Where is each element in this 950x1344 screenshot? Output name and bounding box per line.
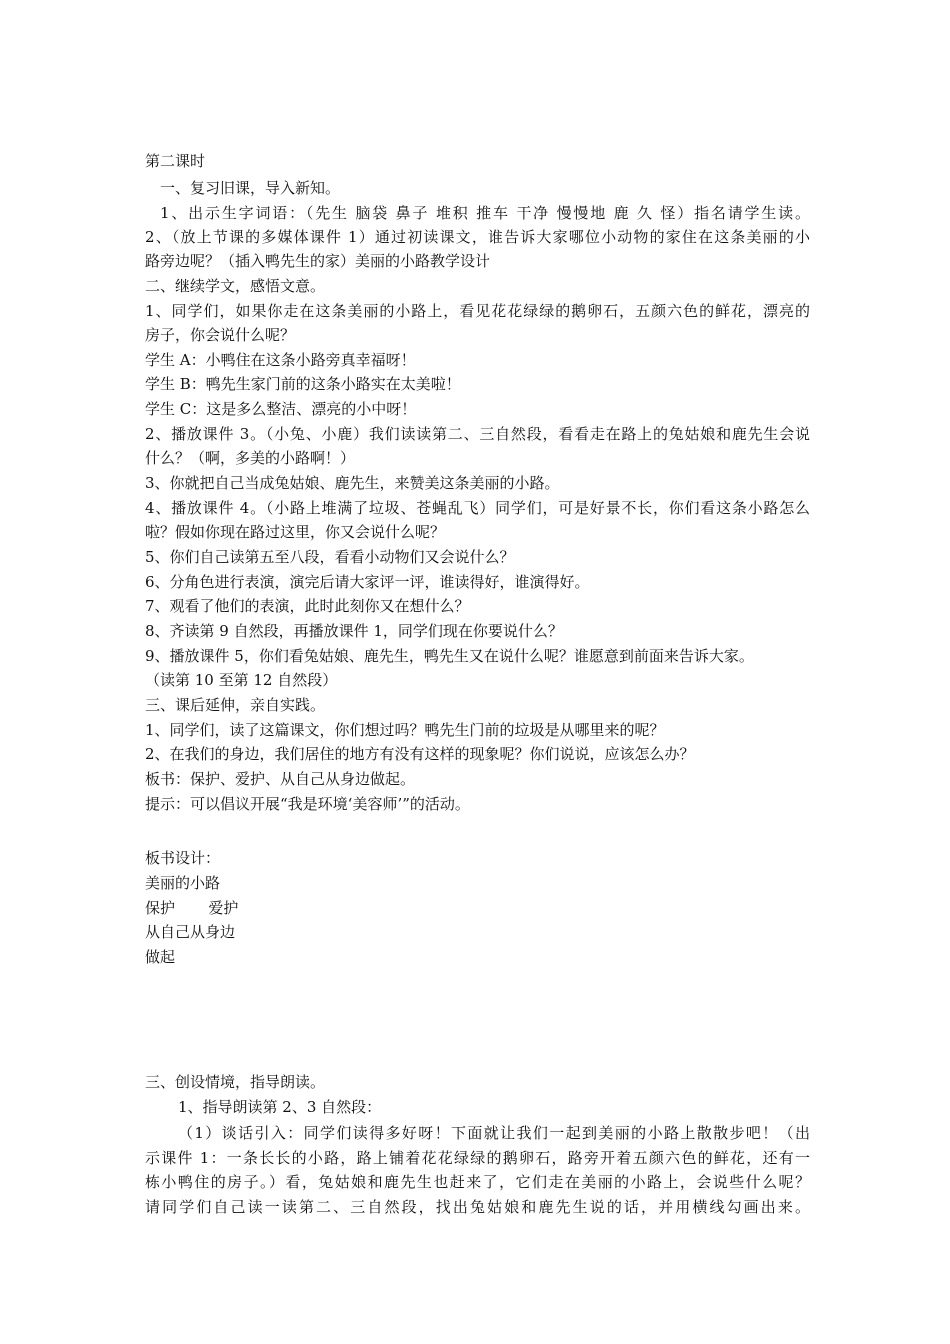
paragraph-line: 9、播放课件 5，你们看兔姑娘、鹿先生，鸭先生又在说什么呢？谁愿意到前面来告诉大家。 [145,647,754,665]
paragraph-line: 什么？（啊，多美的小路啊！） [145,449,356,467]
paragraph-line: 3、你就把自己当成兔姑娘、鹿先生，来赞美这条美丽的小路。 [145,474,560,492]
lesson-heading: 第二课时 [145,152,206,170]
paragraph-line: 学生 C：这是多么整洁、漂亮的小中呀！ [145,400,417,418]
paragraph-line: 6、分角色进行表演，演完后请大家评一评，谁读得好，谁演得好。 [145,573,590,591]
board-design-line: 美丽的小路 [145,874,221,892]
paragraph-line: 8、齐读第 9 自然段，再播放课件 1，同学们现在你要说什么？ [145,622,563,640]
paragraph-line: 1、同学们，如果你走在这条美丽的小路上，看见花花绿绿的鹅卵石，五颜六色的鲜花，漂亮的 [145,302,810,320]
paragraph-line: 路旁边呢？（插入鸭先生的家）美丽的小路教学设计 [145,252,491,270]
paragraph-line: 栋小鸭住的房子。）看，兔姑娘和鹿先生也赶来了，它们走在美丽的小路上，会说些什么呢？ [145,1173,810,1191]
paragraph-line: （1）谈话引入：同学们读得多好呀！下面就让我们一起到美丽的小路上散散步吧！（出 [178,1124,810,1142]
section-heading-reading: 三、创设情境，指导朗读。 [145,1073,326,1091]
paragraph-line: 请同学们自己读一读第二、三自然段，找出兔姑娘和鹿先生说的话，并用横线勾画出来。 [145,1198,810,1216]
paragraph-line: 板书：保护、爱护、从自己从身边做起。 [145,770,416,788]
board-design-line: 做起 [145,948,176,966]
section-heading-study: 二、继续学文，感悟文意。 [145,277,326,295]
section-heading-review: 一、复习旧课，导入新知。 [160,179,341,197]
paragraph-line: 1、同学们，读了这篇课文，你们想过吗？鸭先生门前的垃圾是从哪里来的呢？ [145,721,665,739]
paragraph-line: 学生 B：鸭先生家门前的这条小路实在太美啦！ [145,375,461,393]
paragraph-line: 啦？假如你现在路过这里，你又会说什么呢？ [145,523,446,541]
paragraph-line: 提示：可以倡议开展“我是环境‘美容师’”的活动。 [145,795,470,813]
board-design-heading: 板书设计： [145,849,221,867]
paragraph-line: 学生 A：小鸭住在这条小路旁真幸福呀！ [145,351,416,369]
section-heading-extension: 三、课后延伸，亲自实践。 [145,696,326,714]
paragraph-line: 7、观看了他们的表演，此时此刻你又在想什么？ [145,597,470,615]
paragraph-line: 1、出示生字词语：（先生 脑袋 鼻子 堆积 推车 干净 慢慢地 鹿 久 怪）指名请学生读。 [160,204,810,222]
paragraph-line: 2、在我们的身边，我们居住的地方有没有这样的现象呢？你们说说，应该怎么办？ [145,745,695,763]
paragraph-line: 4、播放课件 4。（小路上堆满了垃圾、苍蝇乱飞）同学们，可是好景不长，你们看这条小路怎么 [145,499,810,517]
paragraph-line: 示课件 1：一条长长的小路，路上铺着花花绿绿的鹅卵石，路旁开着五颜六色的鲜花，还有一 [145,1149,810,1167]
paragraph-line: （读第 10 至第 12 自然段） [145,671,338,689]
board-design-line: 保护 爱护 [145,899,239,917]
paragraph-line: 2、播放课件 3。（小兔、小鹿）我们读读第二、三自然段，看看走在路上的兔姑娘和鹿先生会说 [145,425,810,443]
paragraph-line: 房子，你会说什么呢？ [145,326,296,344]
paragraph-line: 2、（放上节课的多媒体课件 1）通过初读课文，谁告诉大家哪位小动物的家住在这条美丽的小 [145,228,810,246]
board-design-line: 从自己从身边 [145,923,236,941]
paragraph-line: 5、你们自己读第五至八段，看看小动物们又会说什么？ [145,548,515,566]
paragraph-line: 1、指导朗读第 2、3 自然段： [178,1098,382,1116]
